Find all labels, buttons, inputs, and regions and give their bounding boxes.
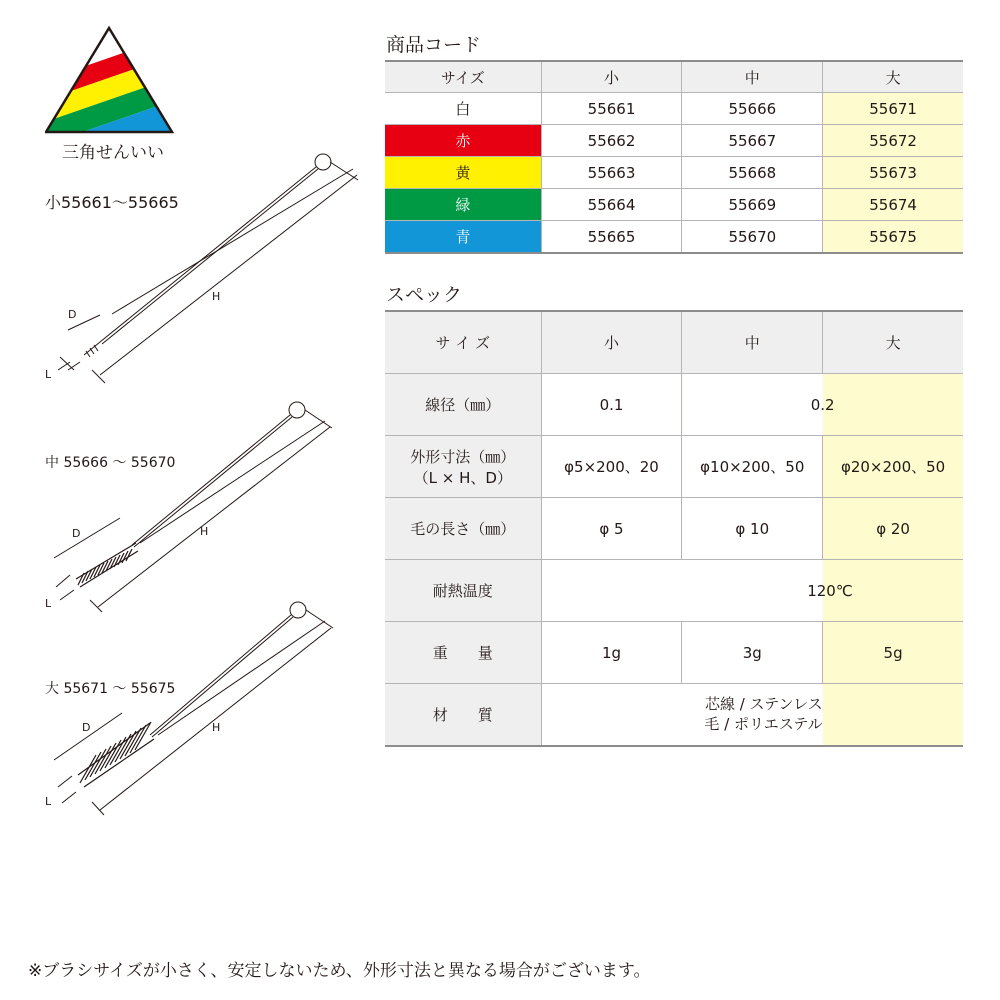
table-row — [385, 93, 963, 125]
brand-logo — [45, 25, 175, 135]
code-cell: 55673 — [823, 157, 963, 189]
color-cell-red: 赤 — [385, 125, 541, 157]
table-row — [385, 189, 963, 221]
small-d-label: D — [68, 308, 77, 321]
color-cell-white: 白 — [385, 93, 541, 125]
wire-medium-large-value: 0.2 — [810, 395, 835, 414]
medium-h-label: H — [200, 525, 209, 538]
product-code-table — [385, 60, 963, 254]
row-label-material: 材 質 — [385, 684, 541, 747]
small-brush-drawing — [40, 150, 370, 390]
spec-cell: φ10×200、50 — [682, 436, 823, 498]
code-cell: 55663 — [541, 157, 682, 189]
table-row — [385, 374, 963, 436]
header-size: サイズ — [385, 61, 541, 93]
table-header-row — [385, 61, 963, 93]
medium-brush-icon — [40, 395, 370, 620]
table-row — [385, 221, 963, 254]
row-label-wire: 線径（㎜） — [385, 374, 541, 436]
code-cell: 55661 — [541, 93, 682, 125]
code-cell: 55670 — [682, 221, 823, 254]
code-cell: 55664 — [541, 189, 682, 221]
footnote: ※ブラシサイズが小さく、安定しないため、外形寸法と異なる場合がございます。 — [28, 961, 651, 981]
spec-cell: φ 20 — [823, 498, 963, 560]
code-cell: 55669 — [682, 189, 823, 221]
large-h-label: H — [212, 721, 221, 734]
code-cell: 55666 — [682, 93, 823, 125]
spec-cell: 5g — [823, 622, 963, 684]
code-cell: 55665 — [541, 221, 682, 254]
header-small: 小 — [541, 311, 682, 374]
spec-cell: φ20×200、50 — [823, 436, 963, 498]
outer-label-line1: 外形寸法（㎜） — [410, 447, 516, 466]
code-cell: 55674 — [823, 189, 963, 221]
spec-cell — [682, 374, 963, 436]
table-header-row — [385, 311, 963, 374]
medium-l-label: L — [45, 597, 52, 610]
heat-value: 120℃ — [807, 581, 853, 600]
row-label-outer — [385, 436, 541, 498]
code-cell: 55671 — [823, 93, 963, 125]
spec-cell: 1g — [541, 622, 682, 684]
small-brush-icon — [40, 150, 370, 390]
specs-title: スペック — [386, 284, 463, 306]
table-row — [385, 560, 963, 622]
large-brush-title: 大 55671 〜 55675 — [45, 681, 176, 697]
small-l-label: L — [45, 368, 52, 381]
header-medium: 中 — [682, 61, 823, 93]
color-cell-yellow: 黄 — [385, 157, 541, 189]
outer-label-line2: （L × H、D） — [413, 468, 512, 487]
spec-cell: 0.1 — [541, 374, 682, 436]
row-label-weight: 重 量 — [385, 622, 541, 684]
code-cell: 55668 — [682, 157, 823, 189]
header-size: サ イ ズ — [385, 311, 541, 374]
medium-brush-title: 中 55666 〜 55670 — [45, 455, 176, 471]
header-large: 大 — [823, 61, 963, 93]
large-brush-drawing — [40, 595, 370, 835]
code-cell: 55675 — [823, 221, 963, 254]
spec-cell: 3g — [682, 622, 823, 684]
material-line2: 毛 / ポリエステル — [704, 714, 823, 733]
material-line1: 芯線 / ステンレス — [704, 695, 823, 713]
header-large: 大 — [823, 311, 963, 374]
table-row — [385, 684, 963, 747]
large-l-label: L — [45, 795, 52, 808]
table-row — [385, 125, 963, 157]
row-label-heat: 耐熱温度 — [385, 560, 541, 622]
spec-cell — [541, 684, 823, 747]
medium-d-label: D — [72, 527, 81, 540]
code-cell: 55672 — [823, 125, 963, 157]
small-brush-title: 小55661〜55665 — [45, 193, 179, 212]
spec-cell — [541, 560, 853, 622]
header-medium: 中 — [682, 311, 823, 374]
spec-cell-highlight — [823, 684, 963, 747]
spec-cell: φ 5 — [541, 498, 682, 560]
medium-brush-drawing — [40, 395, 370, 620]
header-small: 小 — [541, 61, 682, 93]
color-cell-green: 緑 — [385, 189, 541, 221]
spec-cell: φ5×200、20 — [541, 436, 682, 498]
color-cell-blue: 青 — [385, 221, 541, 254]
triangle-stripes-icon — [45, 25, 175, 135]
codes-title: 商品コード — [386, 34, 482, 56]
table-row — [385, 498, 963, 560]
spec-cell: φ 10 — [682, 498, 823, 560]
code-cell: 55667 — [682, 125, 823, 157]
spec-table — [385, 310, 963, 747]
table-row — [385, 436, 963, 498]
large-brush-icon — [40, 595, 370, 835]
row-label-bristle: 毛の長さ（㎜） — [385, 498, 541, 560]
table-row — [385, 157, 963, 189]
code-cell: 55662 — [541, 125, 682, 157]
table-row — [385, 622, 963, 684]
brand-name: 三角せんいい — [62, 143, 164, 163]
small-h-label: H — [212, 290, 221, 303]
large-d-label: D — [82, 721, 91, 734]
